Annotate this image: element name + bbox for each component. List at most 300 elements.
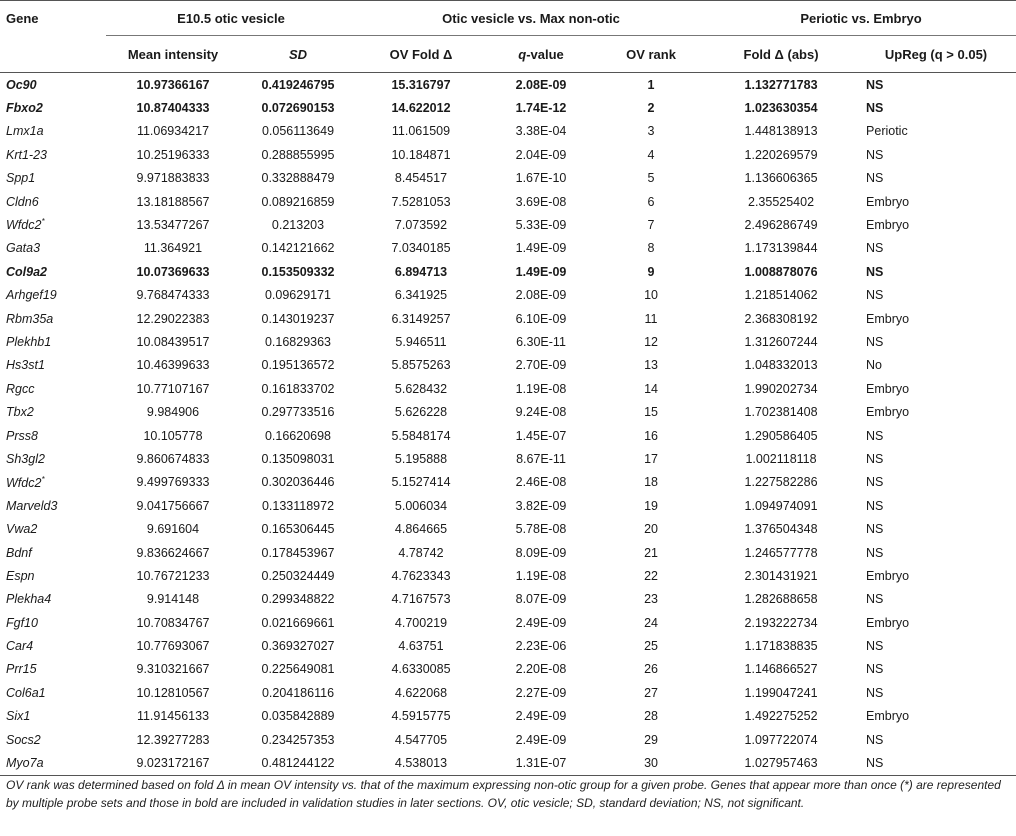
gene-name: Socs2 (6, 732, 41, 747)
cell-q-value: 1.74E-12 (515, 101, 567, 116)
cell-sd: 0.481244122 (240, 751, 356, 775)
table-row (0, 681, 1016, 704)
cell-q-value: 3.69E-08 (515, 194, 567, 209)
duplicate-marker: * (41, 217, 45, 227)
cell-fold-abs: 1.312607244 (744, 334, 818, 349)
cell-mean-intensity: 9.023172167 (106, 751, 240, 775)
cell-q-value: 1.19E-08 (515, 568, 567, 583)
cell-gene (0, 564, 106, 587)
gene-name: Krt1-23 (6, 147, 47, 162)
cell-upreg: NS (866, 639, 884, 654)
cell-gene (0, 377, 106, 400)
cell-upreg: NS (866, 77, 884, 92)
cell-gene (0, 237, 106, 260)
gene-name: Plekhb1 (6, 334, 52, 349)
cell-gene (0, 588, 106, 611)
cell-upreg: Embryo (866, 381, 910, 396)
cell-q-value: 2.27E-09 (515, 685, 567, 700)
cell-ov-rank: 24 (644, 615, 658, 630)
table-row (0, 330, 1016, 353)
cell-ov-rank: 7 (647, 218, 655, 233)
cell-mean-intensity: 13.53477267 (136, 218, 210, 233)
cell-mean-intensity: 9.041756667 (136, 498, 210, 513)
cell-ov-rank: 2 (647, 101, 655, 116)
cell-sd: 0.133118972 (261, 498, 335, 513)
cell-fold-abs: 2.193222734 (744, 615, 818, 630)
table-row (0, 73, 1016, 97)
gene-name: Tbx2 (6, 405, 34, 420)
gene-name: Vwa2 (6, 522, 38, 537)
cell-q-value: 2.04E-09 (515, 147, 567, 162)
cell-mean-intensity: 11.06934217 (136, 124, 210, 139)
cell-gene (0, 494, 106, 517)
cell-q-value: 2.70E-09 (515, 358, 567, 373)
cell-ov-fold: 4.6330085 (391, 662, 451, 677)
gene-name: Espn (6, 568, 35, 583)
cell-fold-abs: 1.199047241 (744, 685, 818, 700)
gene-name: Myo7a (6, 756, 44, 771)
cell-q-value: 1.31E-07 (486, 751, 596, 775)
gene-name: Col6a1 (6, 685, 46, 700)
cell-ov-fold: 5.1527414 (391, 475, 451, 490)
gene-name: Arhgef19 (6, 288, 57, 303)
gene-name: Col9a2 (6, 264, 47, 279)
table-row (0, 541, 1016, 564)
cell-sd: 0.165306445 (261, 522, 335, 537)
table-row (0, 564, 1016, 587)
cell-ov-rank: 8 (647, 241, 655, 256)
table-row (0, 471, 1016, 494)
gene-name: Sh3gl2 (6, 451, 45, 466)
table-row (0, 377, 1016, 400)
cell-mean-intensity: 10.07369633 (136, 264, 210, 279)
cell-upreg: NS (866, 334, 884, 349)
cell-ov-fold: 10.184871 (391, 147, 451, 162)
cell-q-value: 2.49E-09 (515, 615, 567, 630)
gene-name: Prss8 (6, 428, 38, 443)
cell-mean-intensity: 10.76721233 (136, 568, 210, 583)
cell-upreg: NS (866, 451, 884, 466)
cell-fold-abs: 1.002118118 (745, 451, 817, 466)
cell-q-value: 8.09E-09 (515, 545, 567, 560)
cell-upreg: NS (866, 498, 884, 513)
cell-fold-abs: 1.173139844 (744, 241, 818, 256)
cell-gene (0, 120, 106, 143)
cell-ov-fold: 6.3149257 (391, 311, 451, 326)
table-row (0, 120, 1016, 143)
cell-gene (0, 634, 106, 657)
cell-upreg: Embryo (866, 709, 910, 724)
cell-q-value: 3.82E-09 (515, 498, 567, 513)
cell-ov-rank: 26 (644, 662, 658, 677)
gene-name: Wfdc2 (6, 218, 42, 233)
cell-fold-abs: 1.132771783 (744, 77, 818, 92)
cell-ov-rank: 21 (644, 545, 658, 560)
cell-fold-abs: 2.301431921 (744, 568, 818, 583)
gene-name: Fbxo2 (6, 101, 43, 116)
cell-ov-rank: 20 (644, 522, 658, 537)
cell-q-value: 1.67E-10 (515, 171, 567, 186)
cell-q-value: 5.33E-09 (515, 218, 567, 233)
gene-name: Rgcc (6, 381, 35, 396)
cell-fold-abs: 1.171838835 (744, 639, 818, 654)
cell-q-value: 6.10E-09 (515, 311, 567, 326)
cell-q-value: 8.07E-09 (515, 592, 567, 607)
cell-upreg: NS (866, 147, 884, 162)
cell-fold-abs: 1.990202734 (744, 381, 818, 396)
cell-ov-fold: 4.547705 (394, 732, 448, 747)
cell-fold-abs: 1.376504348 (744, 522, 818, 537)
header-ov-rank: OV rank (596, 36, 706, 73)
cell-sd: 0.161833702 (261, 381, 335, 396)
cell-mean-intensity: 12.29022383 (136, 311, 210, 326)
cell-ov-fold: 5.5848174 (391, 428, 451, 443)
header-group-otic-vesicle: E10.5 otic vesicle (106, 1, 356, 36)
cell-ov-fold: 4.7623343 (391, 568, 451, 583)
cell-ov-fold: 5.946511 (395, 334, 447, 349)
cell-ov-rank: 17 (644, 451, 658, 466)
cell-ov-rank: 10 (644, 288, 658, 303)
table-row (0, 751, 1016, 775)
header-fold-abs: Fold Δ (abs) (706, 36, 856, 73)
gene-name: Bdnf (6, 545, 32, 560)
cell-fold-abs: 1.094974091 (744, 498, 818, 513)
cell-sd: 0.332888479 (261, 171, 335, 186)
cell-q-value: 9.24E-08 (515, 405, 567, 420)
gene-name: Rbm35a (6, 311, 54, 326)
cell-ov-rank: 5 (647, 171, 655, 186)
cell-sd: 0.035842889 (261, 709, 335, 724)
cell-sd: 0.297733516 (261, 405, 335, 420)
cell-ov-fold: 5.006034 (394, 498, 448, 513)
cell-gene (0, 424, 106, 447)
cell-ov-rank: 19 (644, 498, 658, 513)
cell-ov-rank: 4 (647, 147, 655, 162)
cell-gene (0, 330, 106, 353)
cell-sd: 0.178453967 (261, 545, 335, 560)
cell-mean-intensity: 12.39277283 (136, 732, 210, 747)
cell-fold-abs: 1.008878076 (744, 264, 818, 279)
table-row (0, 447, 1016, 470)
cell-mean-intensity: 9.499769333 (136, 475, 210, 490)
cell-gene (0, 517, 106, 540)
cell-ov-rank: 12 (644, 334, 658, 349)
cell-gene (0, 96, 106, 119)
cell-sd: 0.195136572 (261, 358, 335, 373)
header-mean-intensity: Mean intensity (106, 36, 240, 73)
cell-mean-intensity: 10.25196333 (136, 147, 210, 162)
cell-sd: 0.16620698 (264, 428, 332, 443)
cell-ov-fold: 4.5915775 (391, 709, 451, 724)
cell-sd: 0.234257353 (261, 732, 335, 747)
cell-sd: 0.09629171 (264, 288, 332, 303)
cell-ov-rank: 18 (644, 475, 658, 490)
table-body (0, 73, 1016, 776)
cell-ov-rank: 27 (644, 685, 658, 700)
cell-ov-fold: 15.316797 (391, 77, 451, 92)
cell-fold-abs: 1.290586405 (744, 428, 818, 443)
gene-name: Hs3st1 (6, 358, 45, 373)
cell-sd: 0.369327027 (261, 639, 335, 654)
gene-name: Plekha4 (6, 592, 52, 607)
cell-gene (0, 354, 106, 377)
cell-gene (0, 307, 106, 330)
header-upreg: UpReg (q > 0.05) (856, 36, 1016, 73)
cell-ov-fold: 5.195888 (394, 451, 448, 466)
cell-q-value: 2.08E-09 (515, 288, 567, 303)
cell-q-value: 1.49E-09 (515, 264, 567, 279)
cell-ov-rank: 11 (644, 311, 658, 326)
table-row (0, 143, 1016, 166)
gene-name: Fgf10 (6, 615, 38, 630)
cell-mean-intensity: 9.768474333 (136, 288, 210, 303)
cell-gene (0, 728, 106, 751)
cell-upreg: Embryo (866, 405, 910, 420)
cell-mean-intensity: 10.12810567 (136, 685, 210, 700)
cell-upreg: NS (866, 592, 884, 607)
cell-upreg: Periotic (866, 124, 908, 139)
cell-ov-fold: 4.864665 (394, 522, 448, 537)
cell-mean-intensity: 13.18188567 (136, 194, 210, 209)
header-group-ov-vs-max: Otic vesicle vs. Max non-otic (356, 1, 706, 36)
cell-fold-abs: 2.368308192 (744, 311, 818, 326)
cell-q-value: 6.30E-11 (516, 334, 566, 349)
cell-ov-rank: 14 (644, 381, 658, 396)
cell-fold-abs: 1.097722074 (744, 732, 818, 747)
cell-ov-rank: 15 (644, 405, 658, 420)
table-footnote: OV rank was determined based on fold Δ in mean OV intensity vs. that of the maximum expressing non-otic group for a given probe. Genes that appear more than once (*) are represented by multiple probe sets and those in bold are included in validation studies in later sections. OV, otic vesicle; SD, standard deviation; NS, not significant. (6, 778, 1001, 810)
cell-upreg: NS (866, 475, 884, 490)
cell-sd: 0.225649081 (261, 662, 335, 677)
cell-upreg: NS (866, 101, 884, 116)
cell-ov-rank: 23 (644, 592, 658, 607)
cell-ov-rank: 13 (644, 358, 658, 373)
table-row (0, 213, 1016, 236)
cell-gene (0, 447, 106, 470)
cell-mean-intensity: 10.105778 (143, 428, 203, 443)
header-group-periotic-vs-embryo: Periotic vs. Embryo (706, 1, 1016, 36)
cell-ov-rank: 25 (644, 639, 658, 654)
cell-sd: 0.135098031 (261, 451, 335, 466)
cell-gene (0, 611, 106, 634)
cell-sd: 0.204186116 (261, 685, 335, 700)
table-row (0, 494, 1016, 517)
cell-q-value: 2.49E-09 (515, 732, 567, 747)
cell-upreg: NS (866, 264, 884, 279)
cell-sd: 0.153509332 (261, 264, 335, 279)
cell-mean-intensity: 10.87404333 (136, 101, 210, 116)
cell-q-value: 8.67E-11 (516, 451, 566, 466)
table-row (0, 611, 1016, 634)
cell-ov-fold: 7.073592 (394, 218, 448, 233)
table-row (0, 705, 1016, 728)
cell-ov-fold: 14.622012 (391, 101, 451, 116)
cell-mean-intensity: 9.691604 (146, 522, 200, 537)
cell-fold-abs: 1.448138913 (744, 124, 818, 139)
cell-ov-fold: 4.7167573 (391, 592, 451, 607)
cell-ov-fold: 4.700219 (394, 615, 448, 630)
cell-ov-rank: 30 (596, 751, 706, 775)
gene-name: Marveld3 (6, 498, 58, 513)
cell-upreg: NS (866, 288, 884, 303)
gene-name: Wfdc2 (6, 475, 42, 490)
cell-q-value: 2.20E-08 (515, 662, 567, 677)
cell-sd: 0.250324449 (261, 568, 335, 583)
cell-sd: 0.143019237 (261, 311, 335, 326)
cell-sd: 0.072690153 (261, 101, 335, 116)
header-q-value: q-value (486, 36, 596, 73)
table-row (0, 284, 1016, 307)
cell-ov-rank: 22 (644, 568, 658, 583)
cell-gene (0, 400, 106, 423)
cell-ov-fold: 5.8575263 (391, 358, 451, 373)
cell-q-value: 1.49E-09 (515, 241, 567, 256)
cell-ov-rank: 29 (644, 732, 658, 747)
table-row (0, 237, 1016, 260)
cell-mean-intensity: 9.860674833 (136, 451, 210, 466)
table-row (0, 658, 1016, 681)
table-row (0, 354, 1016, 377)
header-ov-fold: OV Fold Δ (356, 36, 486, 73)
cell-ov-fold: 7.0340185 (391, 241, 451, 256)
cell-ov-fold: 4.63751 (398, 639, 444, 654)
cell-upreg: Embryo (866, 194, 910, 209)
cell-sd: 0.16829363 (264, 334, 332, 349)
cell-upreg: Embryo (866, 568, 910, 583)
cell-gene (0, 705, 106, 728)
table-row (0, 190, 1016, 213)
cell-fold-abs: 1.048332013 (744, 358, 818, 373)
cell-upreg: NS (866, 732, 884, 747)
cell-upreg: NS (866, 685, 884, 700)
table-row (0, 424, 1016, 447)
cell-q-value: 1.45E-07 (515, 428, 567, 443)
cell-mean-intensity: 10.08439517 (136, 334, 210, 349)
cell-mean-intensity: 9.310321667 (136, 662, 210, 677)
cell-mean-intensity: 10.77693067 (136, 639, 210, 654)
cell-sd: 0.302036446 (261, 475, 335, 490)
cell-ov-rank: 3 (647, 124, 655, 139)
cell-ov-fold: 4.78742 (398, 545, 444, 560)
cell-ov-rank: 16 (644, 428, 658, 443)
cell-sd: 0.089216859 (261, 194, 335, 209)
cell-mean-intensity: 9.971883833 (136, 171, 210, 186)
gene-name: Cldn6 (6, 194, 39, 209)
cell-gene (0, 143, 106, 166)
cell-gene (0, 260, 106, 283)
cell-gene (0, 751, 106, 775)
gene-name: Gata3 (6, 241, 41, 256)
cell-gene (0, 284, 106, 307)
cell-upreg: Embryo (866, 218, 910, 233)
cell-ov-fold: 6.894713 (394, 264, 448, 279)
cell-gene (0, 658, 106, 681)
cell-gene (0, 73, 106, 97)
cell-mean-intensity: 10.46399633 (136, 358, 210, 373)
gene-name: Lmx1a (6, 124, 44, 139)
cell-ov-fold: 6.341925 (394, 288, 448, 303)
cell-gene (0, 190, 106, 213)
cell-upreg: Embryo (866, 311, 910, 326)
cell-sd: 0.419246795 (261, 77, 335, 92)
cell-sd: 0.213203 (271, 218, 325, 233)
cell-upreg: No (866, 358, 883, 373)
table-row (0, 517, 1016, 540)
cell-ov-fold: 5.626228 (394, 405, 448, 420)
gene-name: Spp1 (6, 171, 36, 186)
cell-fold-abs: 1.702381408 (744, 405, 818, 420)
cell-sd: 0.021669661 (261, 615, 335, 630)
cell-fold-abs: 1.282688658 (744, 592, 818, 607)
cell-ov-fold: 8.454517 (394, 171, 448, 186)
gene-name: Car4 (6, 639, 34, 654)
table-row (0, 167, 1016, 190)
cell-mean-intensity: 10.97366167 (136, 77, 210, 92)
cell-gene (0, 681, 106, 704)
cell-fold-abs: 1.136606365 (744, 171, 818, 186)
cell-q-value: 2.23E-06 (515, 639, 567, 654)
cell-gene (0, 471, 106, 494)
cell-fold-abs: 1.492275252 (744, 709, 818, 724)
cell-upreg: NS (866, 241, 884, 256)
cell-mean-intensity: 10.70834767 (136, 615, 210, 630)
cell-sd: 0.299348822 (261, 592, 335, 607)
cell-ov-rank: 6 (647, 194, 655, 209)
cell-ov-rank: 1 (647, 77, 655, 92)
cell-q-value: 2.08E-09 (515, 77, 567, 92)
cell-ov-fold: 11.061509 (391, 124, 451, 139)
cell-mean-intensity: 11.364921 (143, 241, 203, 256)
cell-sd: 0.288855995 (261, 147, 335, 162)
cell-mean-intensity: 9.836624667 (136, 545, 210, 560)
cell-ov-rank: 28 (644, 709, 658, 724)
cell-q-value: 2.46E-08 (515, 475, 567, 490)
cell-fold-abs: 1.146866527 (744, 662, 818, 677)
cell-ov-fold: 4.622068 (394, 685, 448, 700)
cell-upreg: NS (866, 522, 884, 537)
cell-fold-abs: 2.496286749 (744, 218, 818, 233)
header-sd: SD (240, 36, 356, 73)
cell-gene (0, 541, 106, 564)
cell-fold-abs: 1.027957463 (706, 751, 856, 775)
table-row (0, 634, 1016, 657)
table-row (0, 728, 1016, 751)
cell-fold-abs: 1.218514062 (744, 288, 818, 303)
cell-upreg: Embryo (866, 615, 910, 630)
cell-ov-rank: 9 (647, 264, 655, 279)
cell-upreg: NS (866, 428, 884, 443)
cell-mean-intensity: 9.984906 (146, 405, 200, 420)
cell-ov-fold: 7.5281053 (391, 194, 451, 209)
cell-fold-abs: 1.227582286 (744, 475, 818, 490)
cell-gene (0, 167, 106, 190)
table-row (0, 96, 1016, 119)
cell-q-value: 3.38E-04 (515, 124, 567, 139)
gene-name: Six1 (6, 709, 31, 724)
table-row (0, 588, 1016, 611)
header-gene: Gene (0, 1, 106, 36)
cell-gene (0, 213, 106, 236)
cell-upreg: NS (856, 751, 1016, 775)
cell-upreg: NS (866, 662, 884, 677)
cell-ov-fold: 4.538013 (356, 751, 486, 775)
cell-q-value: 5.78E-08 (515, 522, 567, 537)
table-row (0, 260, 1016, 283)
cell-upreg: NS (866, 171, 884, 186)
cell-sd: 0.142121662 (261, 241, 335, 256)
cell-sd: 0.056113649 (261, 124, 335, 139)
cell-q-value: 2.49E-09 (515, 709, 567, 724)
